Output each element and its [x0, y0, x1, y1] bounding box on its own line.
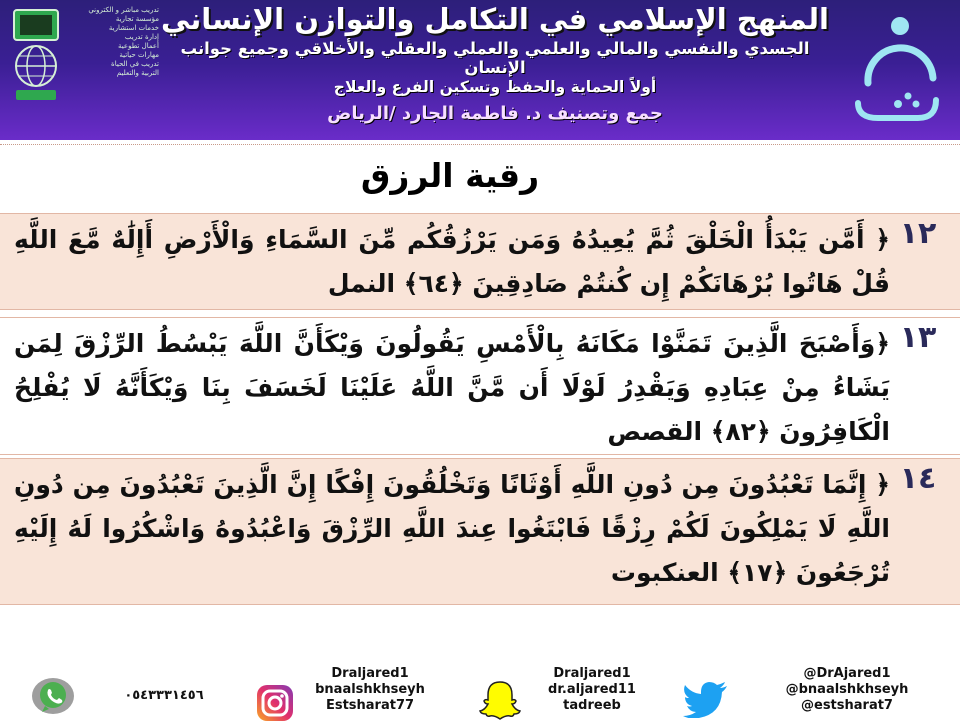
twitter-handle: @DrAjared1 — [803, 666, 891, 681]
snapchat-handle: tadreeb — [563, 698, 621, 713]
snapchat-icon[interactable] — [478, 678, 522, 722]
verse-text: ﴿وَأَصْبَحَ الَّذِينَ تَمَنَّوْا مَكَانَهُ بِالْأَمْسِ يَقُولُونَ وَيْكَأَنَّ اللَّهَ يَبْسُطُ الرِّزْقَ لِمَن يَشَاءُ مِنْ عِبَادِهِ وَيَقْدِرُ لَوْلَا أَن مَّنَّ اللَّهُ عَلَيْنَا لَخَسَفَ بِنَا وَيْكَأَنَّهُ لَا يُفْلِحُ الْكَافِرُونَ ﴿٨٢﴾ القصص — [14, 329, 890, 446]
verse-text: ﴿ إِنَّمَا تَعْبُدُونَ مِن دُونِ اللَّهِ أَوْثَانًا وَتَخْلُقُونَ إِفْكًا إِنَّ الَّذِينَ تَعْبُدُونَ مِن دُونِ اللَّهِ لَا يَمْلِكُونَ لَكُمْ رِزْقًا فَابْتَغُوا عِندَ اللَّهِ الرِّزْقَ وَاعْبُدُوهُ وَاشْكُرُوا لَهُ إِلَيْهِ تُرْجَعُونَ ﴿١٧﴾ العنكبوت — [14, 470, 890, 587]
instagram-handle: Draljared1 — [331, 666, 409, 681]
instagram-handles — [300, 666, 440, 714]
whatsapp-icon[interactable] — [30, 676, 76, 716]
verse-block — [0, 213, 960, 310]
header-author: جمع وتصنيف د. فاطمة الجارد /الرياض — [327, 103, 663, 124]
phone-number: ٠٥٤٣٣٣١٤٥٦ — [124, 688, 204, 703]
training-logo — [6, 4, 159, 124]
logo-line: إدارة تدريب — [124, 33, 159, 41]
footer-contacts — [0, 648, 960, 720]
training-logo-text — [64, 6, 159, 78]
header-banner — [0, 0, 960, 140]
verse-text: ﴿ أَمَّن يَبْدَأُ الْخَلْقَ ثُمَّ يُعِيدُهُ وَمَن يَرْزُقُكُم مِّنَ السَّمَاءِ وَالْأَرْضِ أَإِلَٰهٌ مَّعَ اللَّهِ قُلْ هَاتُوا بُرْهَانَكُمْ إِن كُنتُمْ صَادِقِينَ ﴿٦٤﴾ النمل — [14, 225, 890, 298]
logo-line: تدريب في الحياة — [111, 60, 159, 68]
instagram-icon[interactable] — [253, 681, 297, 725]
instagram-handle: Estsharat77 — [325, 698, 415, 713]
logo-line: تدريب مباشر و الكتروني — [88, 6, 159, 14]
snapchat-handles — [522, 666, 662, 714]
header-text — [160, 0, 830, 124]
bent-logo — [838, 8, 948, 128]
twitter-handles — [742, 666, 952, 714]
twitter-icon[interactable] — [683, 682, 729, 718]
header-title: المنهج الإسلامي في التكامل والتوازن الإنساني — [161, 2, 829, 36]
instagram-handle: bnaalshkhseyh — [315, 682, 425, 697]
slide-title: رقية الرزق — [360, 156, 540, 195]
verse-number: ١٣ — [899, 320, 937, 355]
verse-number: ١٤ — [899, 461, 937, 496]
logo-line: التربية والتعليم — [116, 69, 159, 77]
logo-line: مهارات حياتية — [119, 51, 159, 59]
verse-block — [0, 458, 960, 605]
verse-block — [0, 317, 960, 455]
snapchat-handle: dr.aljared11 — [548, 682, 636, 697]
header-subtitle-1: الجسدي والنفسي والمالي والعلمي والعملي والعقلي والأخلاقي وجميع جوانب الإنسان — [180, 39, 810, 77]
snapchat-handle: Draljared1 — [553, 666, 631, 681]
twitter-handle: @bnaalshkhseyh — [785, 682, 909, 697]
logo-line: خدمات استشارية — [108, 24, 159, 32]
globe-computer-icon — [6, 4, 66, 114]
twitter-handle: @estsharat7 — [801, 698, 893, 713]
logo-line: أعمال تطوعية — [118, 42, 159, 50]
header-subtitle-2: أولاً الحماية والحفظ وتسكين الفرع والعلاج — [333, 78, 657, 96]
verse-number: ١٢ — [899, 216, 937, 251]
bent-logo-icon — [838, 8, 948, 128]
header-separator — [0, 144, 960, 145]
logo-line: مؤسسة تجارية — [115, 15, 159, 23]
